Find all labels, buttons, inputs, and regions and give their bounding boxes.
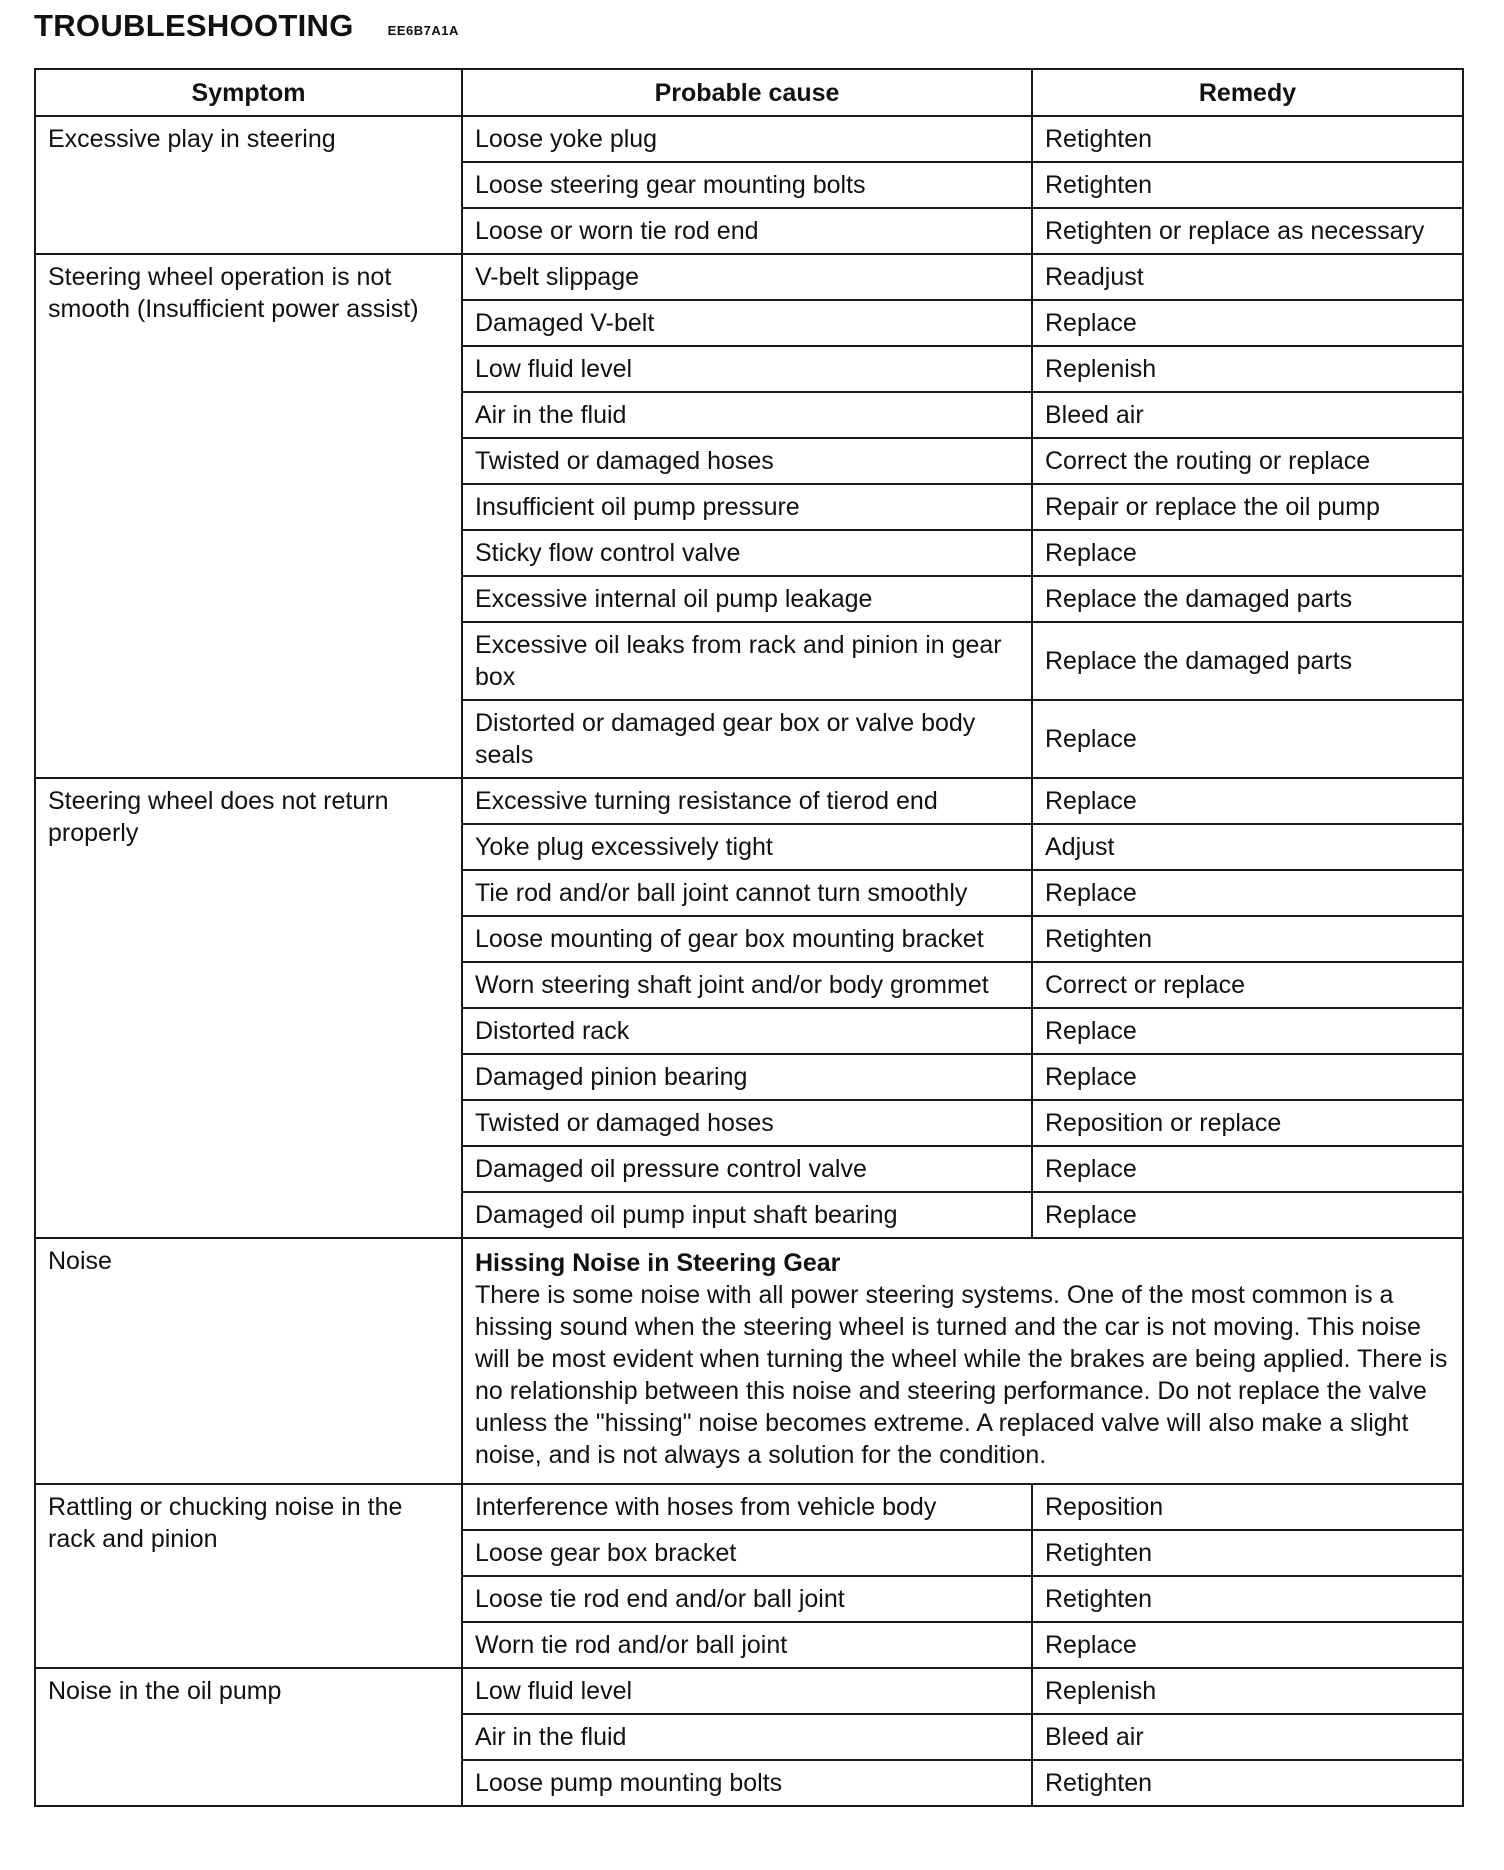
cause-cell: Yoke plug excessively tight: [462, 824, 1032, 870]
remedy-cell: Retighten: [1032, 1760, 1463, 1806]
noise-note: [462, 1238, 1463, 1484]
cause-cell: Loose yoke plug: [462, 116, 1032, 162]
remedy-cell: Replenish: [1032, 1668, 1463, 1714]
noise-note-title: Hissing Noise in Steering Gear: [475, 1249, 841, 1277]
remedy-cell: Bleed air: [1032, 1714, 1463, 1760]
cause-cell: Twisted or damaged hoses: [462, 1100, 1032, 1146]
cause-cell: Distorted or damaged gear box or valve body seals: [462, 700, 1032, 778]
cause-cell: Loose pump mounting bolts: [462, 1760, 1032, 1806]
header-remedy: Remedy: [1032, 69, 1463, 116]
remedy-cell: Retighten: [1032, 1576, 1463, 1622]
header-symptom: Symptom: [35, 69, 462, 116]
remedy-cell: Retighten: [1032, 1530, 1463, 1576]
remedy-cell: Replace: [1032, 778, 1463, 824]
remedy-cell: Reposition or replace: [1032, 1100, 1463, 1146]
remedy-cell: Replace: [1032, 700, 1463, 778]
document-code: EE6B7A1A: [387, 23, 459, 38]
cause-cell: Damaged oil pump input shaft bearing: [462, 1192, 1032, 1238]
cause-cell: Damaged pinion bearing: [462, 1054, 1032, 1100]
remedy-cell: Replace: [1032, 1622, 1463, 1668]
remedy-cell: Replace: [1032, 870, 1463, 916]
cause-cell: Worn tie rod and/or ball joint: [462, 1622, 1032, 1668]
remedy-cell: Retighten: [1032, 916, 1463, 962]
cause-cell: Insufficient oil pump pressure: [462, 484, 1032, 530]
remedy-cell: Replace: [1032, 300, 1463, 346]
remedy-cell: Correct or replace: [1032, 962, 1463, 1008]
remedy-cell: Replace: [1032, 1192, 1463, 1238]
remedy-cell: Repair or replace the oil pump: [1032, 484, 1463, 530]
symptom-cell: Noise in the oil pump: [35, 1668, 462, 1806]
header-row: [35, 69, 1463, 116]
cause-cell: Loose tie rod end and/or ball joint: [462, 1576, 1032, 1622]
cause-cell: Excessive internal oil pump leakage: [462, 576, 1032, 622]
cause-cell: V-belt slippage: [462, 254, 1032, 300]
table-row: [35, 1484, 1463, 1530]
table-row: [35, 778, 1463, 824]
cause-cell: Loose steering gear mounting bolts: [462, 162, 1032, 208]
cause-cell: Low fluid level: [462, 1668, 1032, 1714]
table-row: [35, 1668, 1463, 1714]
cause-cell: Loose or worn tie rod end: [462, 208, 1032, 254]
remedy-cell: Replace the damaged parts: [1032, 576, 1463, 622]
cause-cell: Excessive turning resistance of tierod end: [462, 778, 1032, 824]
table-row: [35, 116, 1463, 162]
remedy-cell: Adjust: [1032, 824, 1463, 870]
remedy-cell: Readjust: [1032, 254, 1463, 300]
symptom-cell: Steering wheel operation is not smooth (Insufficient power assist): [35, 254, 462, 778]
header-probable-cause: Probable cause: [462, 69, 1032, 116]
page-title: TROUBLESHOOTING: [34, 8, 354, 43]
remedy-cell: Bleed air: [1032, 392, 1463, 438]
table-row: [35, 254, 1463, 300]
remedy-cell: Replace: [1032, 1054, 1463, 1100]
cause-cell: Damaged oil pressure control valve: [462, 1146, 1032, 1192]
symptom-cell: Excessive play in steering: [35, 116, 462, 254]
table-row: [35, 1238, 1463, 1484]
cause-cell: Distorted rack: [462, 1008, 1032, 1054]
remedy-cell: Replace: [1032, 1146, 1463, 1192]
cause-cell: Air in the fluid: [462, 1714, 1032, 1760]
page-heading: [34, 6, 459, 46]
cause-cell: Excessive oil leaks from rack and pinion in gear box: [462, 622, 1032, 700]
cause-cell: Low fluid level: [462, 346, 1032, 392]
symptom-cell: Rattling or chucking noise in the rack and pinion: [35, 1484, 462, 1668]
remedy-cell: Retighten: [1032, 116, 1463, 162]
troubleshooting-table: [34, 68, 1464, 1807]
remedy-cell: Retighten: [1032, 162, 1463, 208]
cause-cell: Sticky flow control valve: [462, 530, 1032, 576]
cause-cell: Tie rod and/or ball joint cannot turn smoothly: [462, 870, 1032, 916]
cause-cell: Air in the fluid: [462, 392, 1032, 438]
cause-cell: Interference with hoses from vehicle body: [462, 1484, 1032, 1530]
remedy-cell: Replace: [1032, 1008, 1463, 1054]
symptom-cell: Steering wheel does not return properly: [35, 778, 462, 1238]
symptom-cell: Noise: [35, 1238, 462, 1484]
remedy-cell: Replenish: [1032, 346, 1463, 392]
remedy-cell: Replace the damaged parts: [1032, 622, 1463, 700]
remedy-cell: Replace: [1032, 530, 1463, 576]
cause-cell: Loose mounting of gear box mounting bracket: [462, 916, 1032, 962]
noise-note-body: There is some noise with all power steering systems. One of the most common is a hissing sound when the steering wheel is turned and the car is not moving. This noise will be most evident when turning the wheel while the brakes are being applied. There is no relationship between this noise and steering performance. Do not replace the valve unless the "hissing" noise becomes extreme. A replaced valve will also make a slight noise, and is not always a solution for the condition.: [475, 1281, 1448, 1469]
remedy-cell: Retighten or replace as necessary: [1032, 208, 1463, 254]
cause-cell: Twisted or damaged hoses: [462, 438, 1032, 484]
cause-cell: Damaged V-belt: [462, 300, 1032, 346]
remedy-cell: Correct the routing or replace: [1032, 438, 1463, 484]
remedy-cell: Reposition: [1032, 1484, 1463, 1530]
cause-cell: Loose gear box bracket: [462, 1530, 1032, 1576]
cause-cell: Worn steering shaft joint and/or body grommet: [462, 962, 1032, 1008]
